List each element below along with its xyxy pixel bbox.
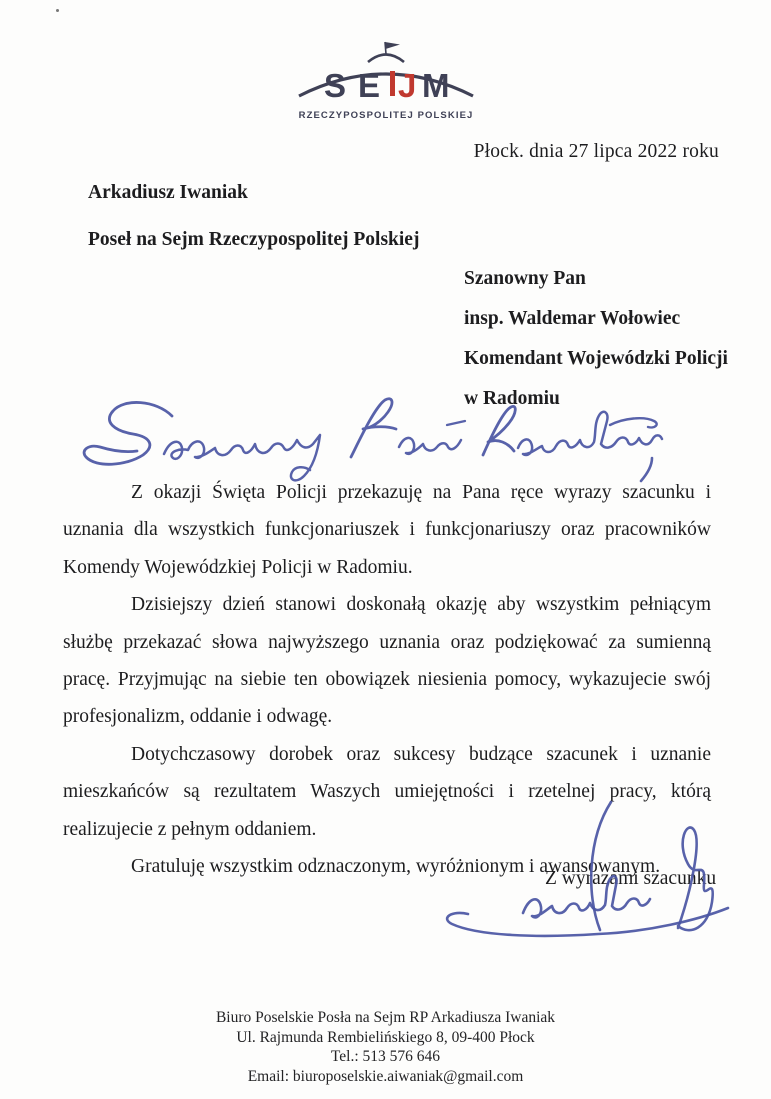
logo-letter-s: S — [323, 67, 346, 104]
sender-title: Poseł na Sejm Rzeczypospolitej Polskiej — [88, 229, 420, 250]
recipient-line-1: Szanowny Pan — [464, 268, 586, 289]
scan-artifact-speck — [56, 9, 59, 12]
paragraph-4: Gratuluję wszystkim odznaczonym, wyróżnionym i awansowanym. — [131, 856, 661, 878]
recipient-line-3: Komendant Wojewódzki Policji — [464, 348, 728, 369]
footer-block — [0, 1008, 771, 1086]
footer-phone: Tel.: 513 576 646 — [330, 1048, 441, 1065]
letter-body — [63, 474, 711, 885]
footer-address: Ul. Rajmunda Rembielińskiego 8, 09-400 Płock — [236, 1028, 535, 1046]
logo-letter-m: M — [421, 67, 449, 104]
sender-block — [88, 182, 419, 276]
sejm-logo-graphic — [291, 40, 481, 135]
footer-email: Email: biuroposelskie.aiwaniak@gmail.com — [247, 1067, 524, 1085]
recipient-line-2: insp. Waldemar Wołowiec — [464, 308, 681, 329]
closing-text: Z wyrazami szacunku — [545, 868, 717, 889]
logo-red-bar — [390, 71, 395, 96]
flag-icon — [385, 42, 400, 54]
dome-cap-icon — [368, 55, 404, 63]
recipient-line-4: w Radomiu — [464, 388, 560, 409]
logo-letter-e: E — [357, 67, 380, 104]
footer-office-name: Biuro Poselskie Posła na Sejm RP Arkadiusza Iwaniak — [215, 1009, 556, 1026]
sejm-logo — [291, 40, 481, 135]
recipient-block — [464, 268, 728, 428]
date-line: Płock. dnia 27 lipca 2022 roku — [473, 141, 719, 162]
paragraph-1: Z okazji Święta Policji przekazuję na Pana ręce wyrazy szacunku i uznania dla wszystkich funkcjonariuszek i funkcjonariuszy oraz pracowników Komendy Wojewódzkiej Policji w Radomiu. — [63, 482, 711, 578]
sender-name: Arkadiusz Iwaniak — [88, 182, 248, 203]
logo-subtitle: RZECZYPOSPOLITEJ POLSKIEJ — [298, 110, 473, 121]
paragraph-2: Dzisiejszy dzień stanowi doskonałą okazję aby wszystkim pełniącym służbę przekazać słowa najwyższego uznania oraz podziękować za sumienną pracę. Przyjmując na siebie ten obowiązek niesienia pomocy, wykazujecie swój profesjonalizm, oddanie i odwagę. — [63, 594, 711, 728]
logo-letter-j: J — [397, 67, 416, 104]
paragraph-3: Dotychczasowy dorobek oraz sukcesy budzące szacunek i uznanie mieszkańców są rezultatem Waszych umiejętności i rzetelnej pracy, którą realizujecie z pełnym oddaniem. — [63, 743, 711, 840]
